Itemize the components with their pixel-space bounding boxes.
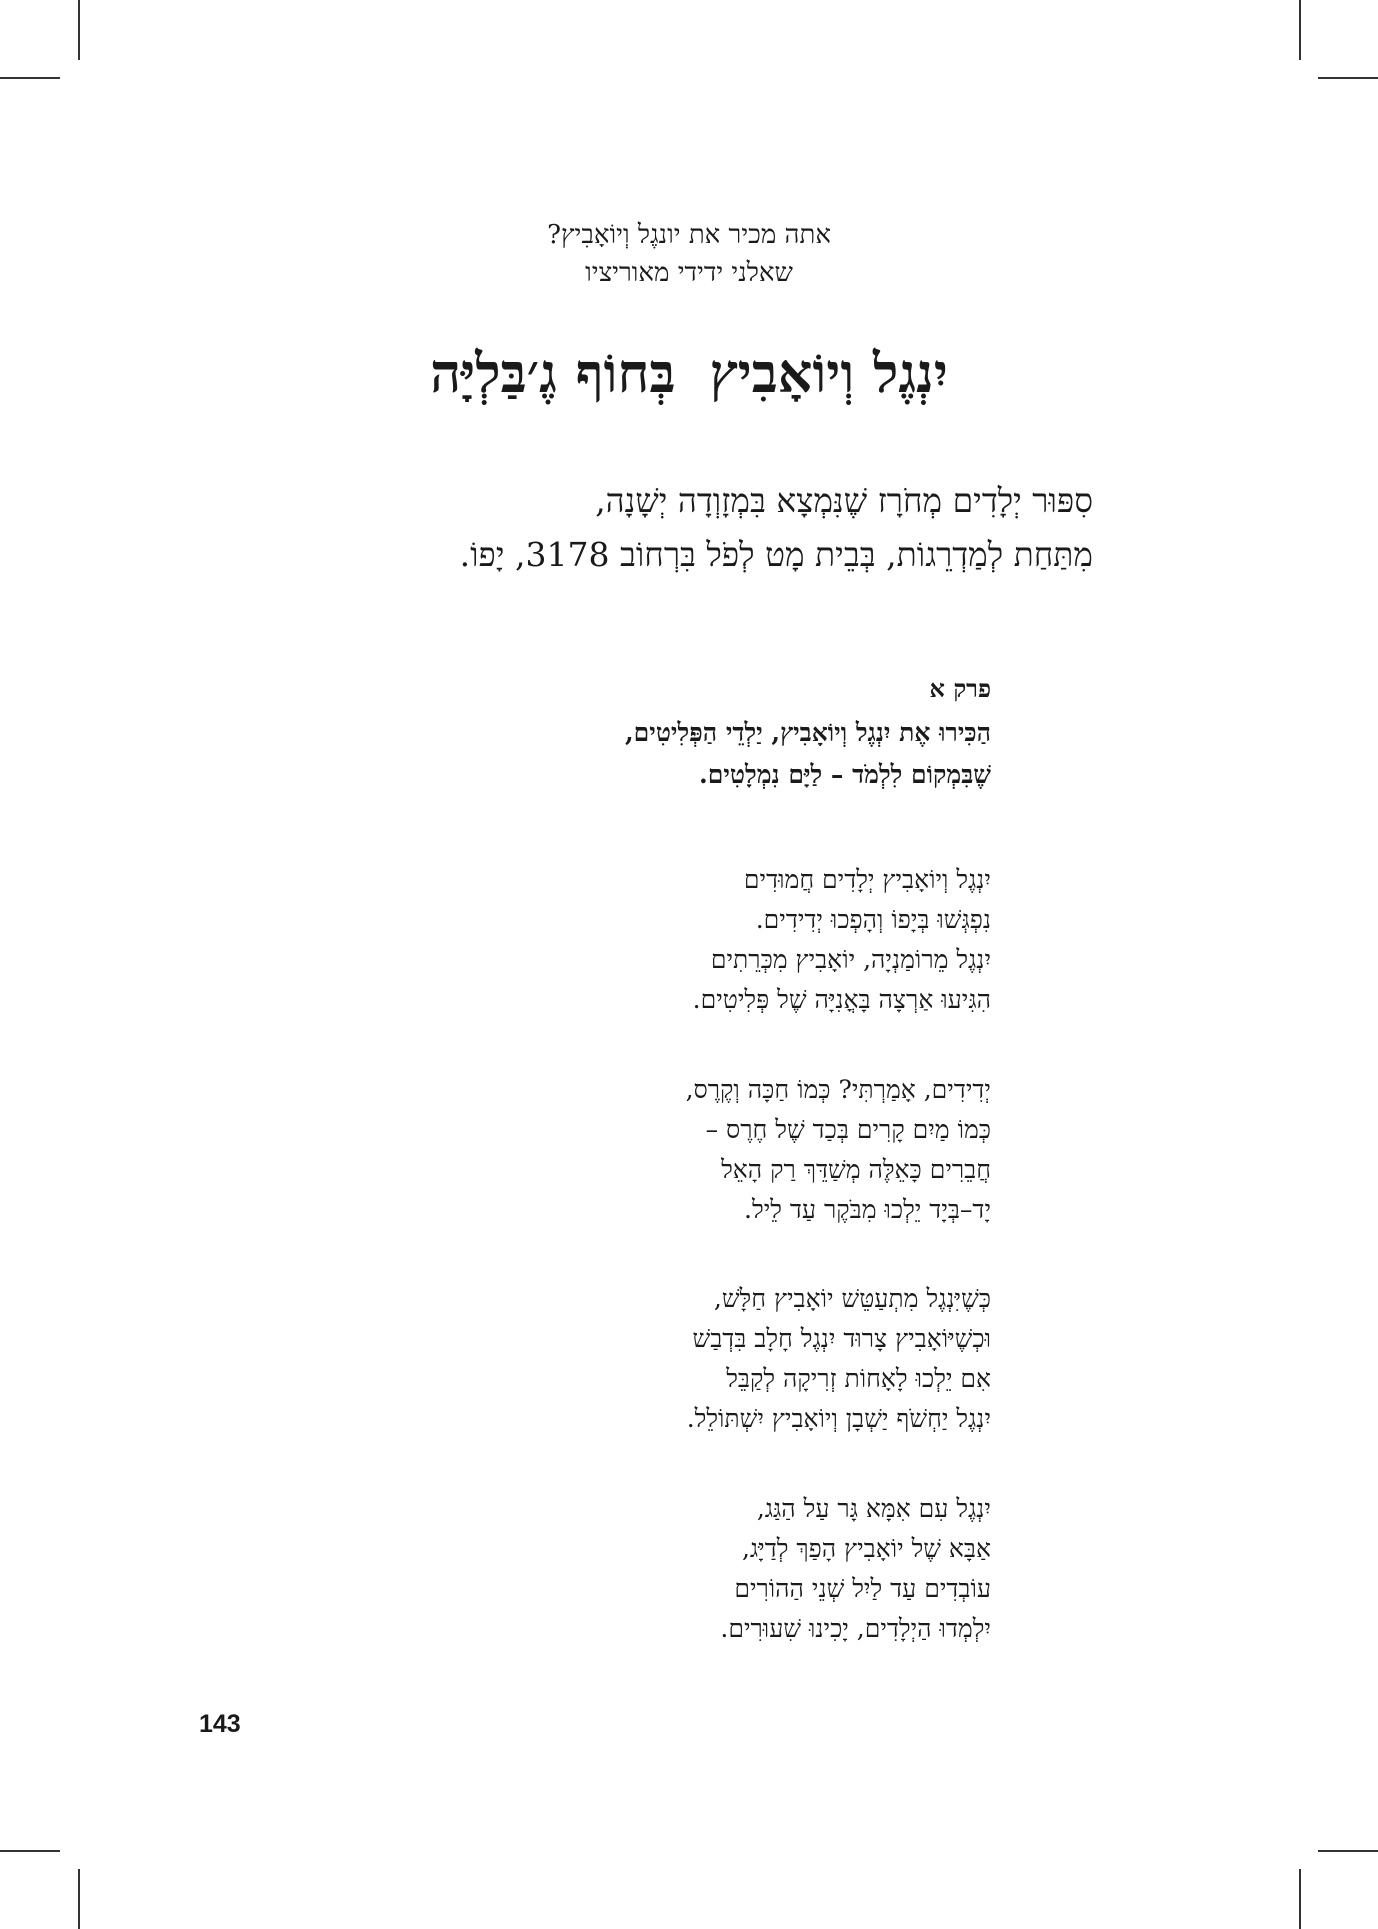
verse-line: עוֹבְדִים עַד לַיִל שְׁנֵי הַהוֹרִים [734,1574,991,1603]
verse-line: כְּמוֹ מַיִם קָרִים בְּכַד שֶׁל חֶרֶס – [705,1115,991,1144]
verse-line: אִם יֵלְכוּ לָאָחוֹת זְרִיקָה לְקַבֵּל [726,1364,991,1393]
title-part: בְּחוֹף גֶ׳בַּלְיָּה [430,341,676,405]
subtitle-line: סִפּוּר יְלָדִים מְחֹרָז שֶׁנִּמְצָא בִּמְזָוְדָה יְשָׁנָה, [595,481,1093,520]
verse-line: כְּשֶׁיִּנְגֶל מִתְעַטֵּשׁ יוֹאָבִיץ חַלָּשׁ, [713,1284,991,1313]
verse-line: יָד–בְּיָד יֵלְכוּ מִבֹּקֶר עַד לֵיל. [744,1195,991,1224]
stanza [351,860,991,1020]
crop-mark-top-left [78,0,80,60]
chapter-header [351,668,991,796]
verse-line: נִפְגְּשׁוּ בְּיָפוֹ וְהָפְכוּ יְדִידִים. [755,905,991,934]
stanza [351,1279,991,1439]
verse-line: יִלְמְדוּ הַיְלָדִים, יָכִינוּ שִׁעוּרִים. [720,1614,991,1643]
crop-mark-right-top [1318,77,1378,79]
subtitle-line: מִתַּחַת לְמַדְרֵגוֹת, בְּבֵית מָט לְפֹל בִּרְחוֹב 3178, יָפוֹ. [459,535,1093,574]
verse-line: אַבָּא שֶׁל יוֹאָבִיץ הָפַךְ לְדַיָּג, [741,1534,991,1563]
intro-text [0,216,1378,292]
stanza [351,1070,991,1230]
page-title [0,338,1378,408]
chapter-heading: פרק א [929,674,991,703]
intro-line: אתה מכיר את יונגֶל וְיוֹאָבִיץ? [547,220,831,250]
crop-mark-bottom-left [78,1869,80,1929]
chapter-line: הַכִּירוּ אֶת יִנְגֶל וְיוֹאָבִיץ, יַלְדֵי הַפְּלִיטִים, [624,718,991,747]
crop-mark-left-top [0,77,60,79]
crop-mark-top-right [1299,0,1301,60]
verse-line: הִגִּיעוּ אַרְצָה בָּאֳנִיָּה שֶׁל פְּלִיטִים. [692,985,991,1014]
crop-mark-right-bottom [1318,1850,1378,1852]
title-part: יִנְגֶל וְיוֹאָבִיץ [709,341,948,405]
verse-line: יִנְגֶל מֵרוֹמַנְיָה, יוֹאָבִיץ מִכְּרֵתִים [710,945,991,974]
verse-line: יִנְגֶל וְיוֹאָבִיץ יְלָדִים חֲמוּדִים [743,865,991,894]
verse-line: יִנְגֶל עִם אִמָּא גָּר עַל הַגַּג, [756,1494,991,1523]
crop-mark-bottom-right [1299,1869,1301,1929]
subtitle [213,474,1093,582]
stanza [351,1489,991,1649]
verse-line: וּכְשֶׁיּוֹאָבִיץ צָרוּד יִנְגֶל חָלָב בִּדְבַשׁ [692,1324,991,1353]
chapter-line: שֶׁבִּמְקוֹם לִלְמֹד – לַיָּם נִמְלָטִים. [699,760,991,789]
intro-line: שאלני ידידי מאוריציו [585,258,793,288]
page-number: 143 [199,1710,241,1738]
verse-line: חֲבֵרִים כָּאֵלֶּה מְשַׁדֵּךְ רַק הָאֵל [721,1155,991,1184]
crop-mark-left-bottom [0,1850,60,1852]
verse-line: יִנְגֶל יַחְשֹׁף יַשְׁבָן וְיוֹאָבִיץ יִשְׁתּוֹלֵל. [686,1404,991,1433]
verse-line: יְדִידִים, אָמַרְתִּי? כְּמוֹ חַכָּה וְקֶרֶס, [685,1075,991,1104]
